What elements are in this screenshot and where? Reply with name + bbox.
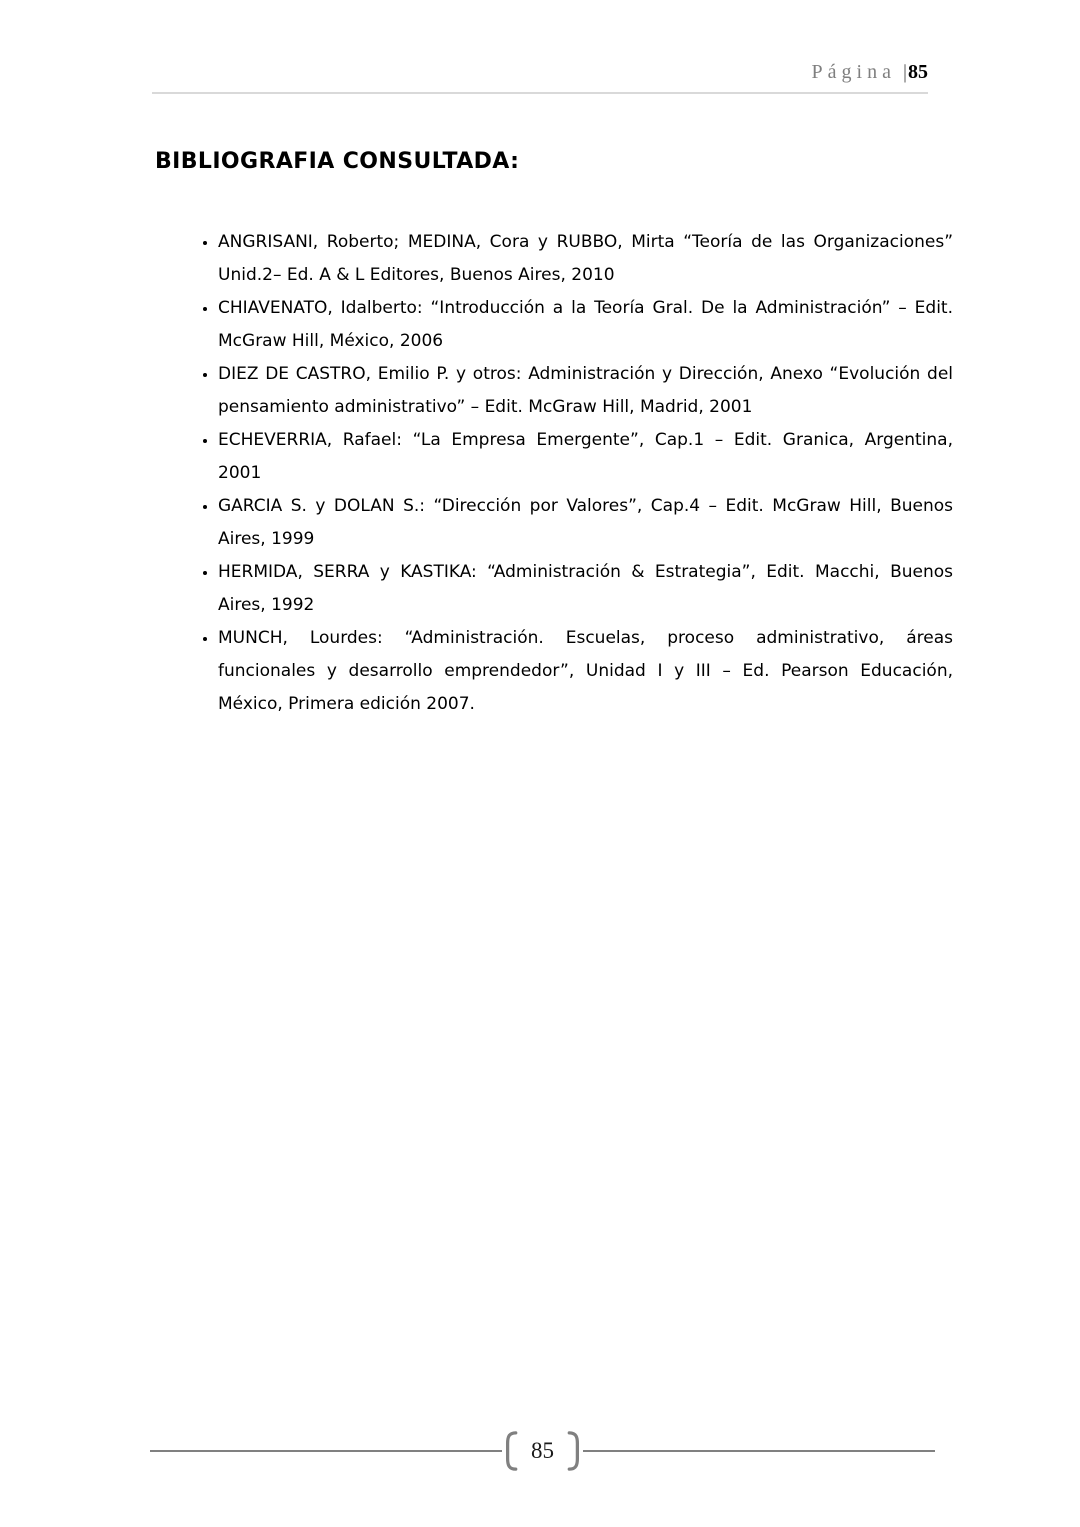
bibliography-item: • GARCIA S. y DOLAN S.: “Dirección por Valores”, Cap.4 – Edit. McGraw Hill, Buenos Aires, 1999 [218,490,953,556]
footer-page-number: 85 [531,1438,554,1463]
bibliography-item: • DIEZ DE CASTRO, Emilio P. y otros: Administración y Dirección, Anexo “Evolución del pensamiento administrativo” – Edit. McGraw Hill, Madrid, 2001 [218,358,953,424]
bibliography-item: • ANGRISANI, Roberto; MEDINA, Cora y RUBBO, Mirta “Teoría de las Organizaciones” Unid.2– Ed. A & L Editores, Buenos Aires, 2010 [218,226,953,292]
bibliography-item: • HERMIDA, SERRA y KASTIKA: “Administración & Estrategia”, Edit. Macchi, Buenos Aires, 1992 [218,556,953,622]
footer-rule-right [583,1450,935,1452]
bibliography-item: • MUNCH, Lourdes: “Administración. Escuelas, proceso administrativo, áreas funcionales y desarrollo emprendedor”, Unidad I y III – Ed. Pearson Educación, México, Primera edición 2007. [218,622,953,721]
header-rule [152,92,928,94]
header-page-label: Página [811,61,896,83]
header-page-number: 85 [908,61,928,83]
bibliography-item: • CHIAVENATO, Idalberto: “Introducción a la Teoría Gral. De la Administración” – Edit. McGraw Hill, México, 2006 [218,292,953,358]
bibliography-list [190,226,953,721]
footer-bracket-left-icon [502,1430,518,1472]
footer-rule-left [150,1450,502,1452]
page-header [152,58,928,86]
bibliography-item: • ECHEVERRIA, Rafael: “La Empresa Emergente”, Cap.1 – Edit. Granica, Argentina, 2001 [218,424,953,490]
footer-bracket-right-icon [567,1430,583,1472]
page-footer [150,1429,935,1473]
header-separator: | [902,61,907,83]
page-title: BIBLIOGRAFIA CONSULTADA: [155,149,520,174]
